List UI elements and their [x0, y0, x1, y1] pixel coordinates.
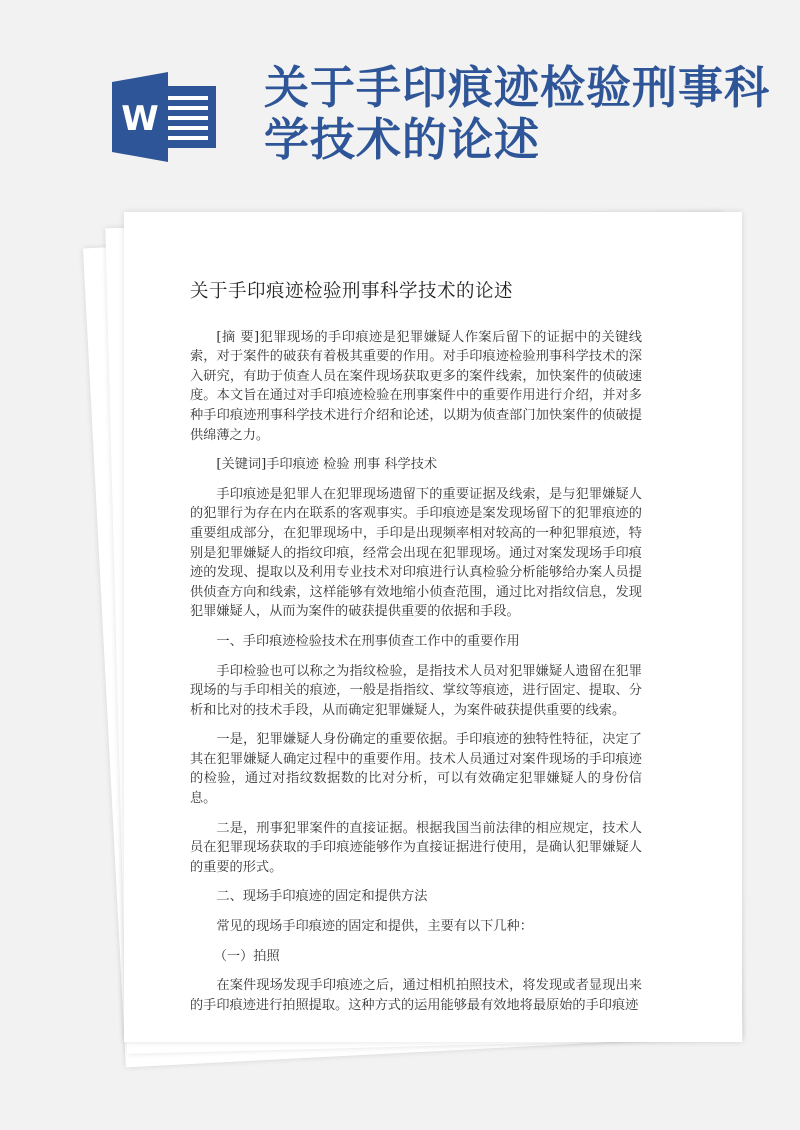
keywords: [关键词]手印痕迹 检验 刑事 科学技术 — [216, 457, 438, 473]
paragraph: 在案件现场发现手印痕迹之后，通过相机拍照技术，将发现或者显现出来的手印痕迹进行拍照提取。这种方式的运用能够最有效地将最原始的手印痕迹 — [190, 978, 642, 1013]
paragraph: 二是，刑事犯罪案件的直接证据。根据我国当前法律的相应规定，技术人员在犯罪现场获取的手印痕迹能够作为直接证据进行使用，是确认犯罪嫌疑人的重要的形式。 — [190, 820, 642, 875]
paragraph: 常见的现场手印痕迹的固定和提供，主要有以下几种： — [216, 919, 533, 935]
hero-title: 关于手印痕迹检验刑事科学技术的论述 — [264, 61, 771, 166]
paragraph: 手印痕迹是犯罪人在犯罪现场遗留下的重要证据及线索，是与犯罪嫌疑人的犯罪行为存在内在联系的客观事实。手印痕迹是案发现场留下的犯罪痕迹的重要组成部分，在犯罪现场中，手印是出现频率相对较高的一种犯罪痕迹，特别是犯罪嫌疑人的指纹印痕，经常会出现在犯罪现场。通过对案发现场手印痕迹的发现、提取以及利用专业技术对印痕进行认真检验分析能够给办案人员提供侦查方向和线索，这样能够有效地缩小侦查范围，通过比对指纹信息，发现犯罪嫌疑人，从而为案件的破获提供重要的依据和手段。 — [190, 486, 642, 620]
document-body — [190, 282, 642, 1025]
document-title: 关于手印痕迹检验刑事科学技术的论述 — [190, 281, 514, 302]
svg-text:W: W — [121, 99, 159, 139]
word-icon — [110, 72, 220, 162]
abstract: [摘 要]犯罪现场的手印痕迹是犯罪嫌疑人作案后留下的证据中的关键线索，对于案件的破获有着极其重要的作用。对手印痕迹检验刑事科学技术的深入研究，有助于侦查人员在案件现场获取更多的案件线索，加快案件的侦破速度。本文旨在通过对手印痕迹检验在刑事案件中的重要作用进行介绍，并对多种手印痕迹刑事科学技术进行介绍和论述，以期为侦查部门加快案件的侦破提供绵薄之力。 — [190, 329, 642, 443]
paragraph: 手印检验也可以称之为指纹检验，是指技术人员对犯罪嫌疑人遗留在犯罪现场的与手印相关的痕迹，一般是指指纹、掌纹等痕迹，进行固定、提取、分析和比对的技术手段，从而确定犯罪嫌疑人，为案件破获提供重要的线索。 — [190, 663, 642, 718]
section-heading: 一、手印痕迹检验技术在刑事侦查工作中的重要作用 — [216, 633, 520, 649]
section-heading: 二、现场手印痕迹的固定和提供方法 — [216, 889, 428, 905]
paragraph: 一是，犯罪嫌疑人身份确定的重要依据。手印痕迹的独特性特征，决定了其在犯罪嫌疑人确定过程中的重要作用。技术人员通过对案件现场的手印痕迹的检验，通过对指纹数据数的比对分析，可以有效确定犯罪嫌疑人的身份信息。 — [190, 732, 642, 807]
document-page — [124, 212, 742, 1042]
subsection-heading: （一）拍照 — [213, 948, 280, 964]
